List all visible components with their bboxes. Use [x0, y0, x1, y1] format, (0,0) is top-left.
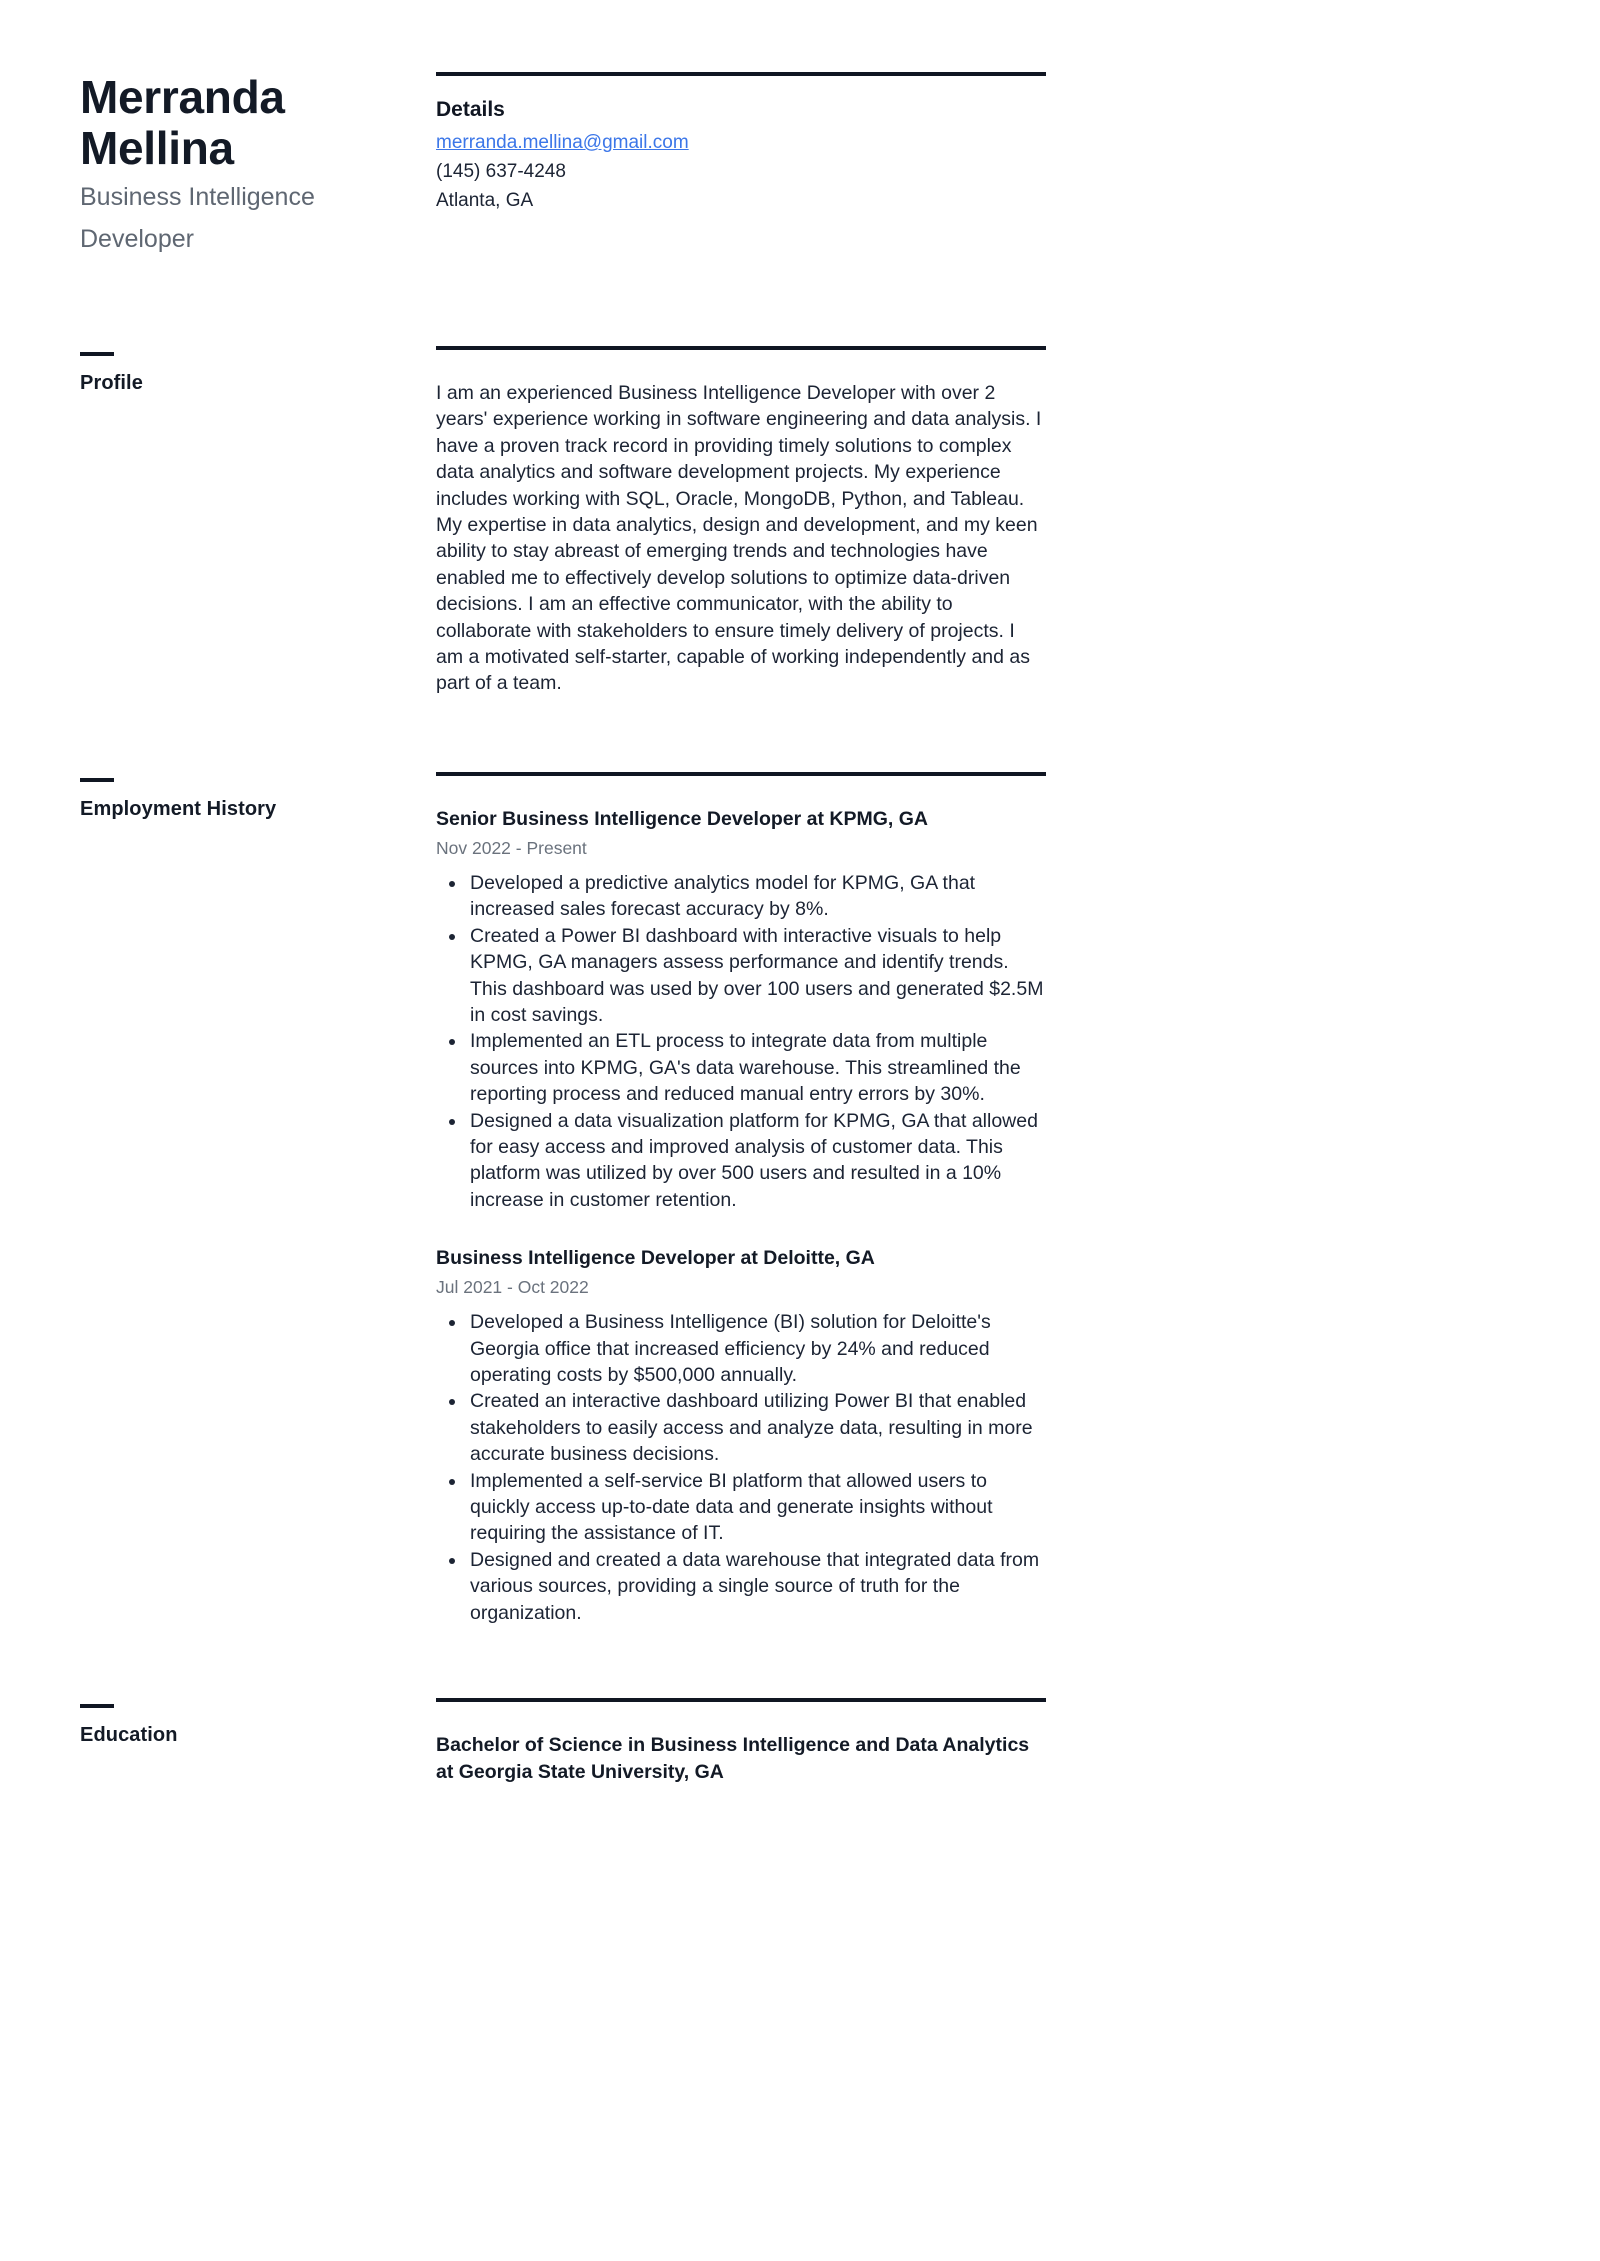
details-content — [436, 76, 1046, 215]
profile-paragraph: I am an experienced Business Intelligence Developer with over 2 years' experience working in software engineering and data analysis. I have a proven track record in providing timely solutions to complex data analytics and software development projects. My experience includes working with SQL, Oracle, MongoDB, Python, and Tableau. My expertise in data analytics, design and development, and my keen ability to stay abreast of emerging trends and technologies have enabled me to effectively develop solutions to optimize data-driven decisions. I am an effective communicator, with the ability to collaborate with stakeholders to ensure timely delivery of projects. I am a motivated self-starter, capable of working independently and as part of a team. — [436, 382, 1042, 695]
education-section — [0, 1698, 1120, 1786]
details-phone: (145) 637-4248 — [436, 161, 566, 182]
spacer-education-rule — [436, 1702, 1046, 1732]
email-link[interactable]: merranda.mellina@gmail.com — [436, 132, 689, 153]
page-title: Merranda Mellina — [80, 71, 285, 174]
job-bullet: Created a Power BI dashboard with interactive visuals to help KPMG, GA managers assess performance and identify trends. This dashboard was used by over 100 users and generated $2.5M in cost savings. — [470, 923, 1046, 1029]
section-label-employment: Employment History — [80, 797, 277, 820]
spacer-employment — [0, 1626, 1120, 1698]
spacer-header — [0, 260, 1120, 346]
job-bullet: Developed a Business Intelligence (BI) solution for Deloitte's Georgia office that increased efficiency by 24% and reduced operating costs by $500,000 annually. — [470, 1309, 1046, 1388]
job-bullet-list — [436, 870, 1046, 1213]
employment-section — [0, 772, 1120, 1626]
education-list — [436, 1732, 1046, 1786]
profile-label-group — [80, 346, 436, 396]
section-label-profile: Profile — [80, 372, 143, 394]
details-section — [436, 72, 1046, 215]
job-title: Business Intelligence Developer at Deloitte, GA — [436, 1247, 875, 1270]
job-bullet-list — [436, 1309, 1046, 1626]
header-identity — [80, 72, 436, 260]
job-list — [436, 806, 1046, 1626]
job-bullet: Designed and created a data warehouse that integrated data from various sources, providing a single source of truth for the organization. — [470, 1547, 1046, 1626]
profile-content — [436, 346, 1046, 697]
education-label-group — [80, 1698, 436, 1748]
job-entry — [436, 1245, 1046, 1626]
education-entry-title: Bachelor of Science in Business Intelligence and Data Analytics at Georgia State University, GA — [436, 1734, 1030, 1784]
job-entry — [436, 806, 1046, 1213]
job-bullet: Implemented a self-service BI platform that allowed users to quickly access up-to-date data and generate insights without requiring the assistance of IT. — [470, 1468, 1046, 1547]
job-bullet: Implemented an ETL process to integrate data from multiple sources into KPMG, GA's data warehouse. This streamlined the reporting process and reduced manual entry errors by 30%. — [470, 1028, 1046, 1107]
job-title: Senior Business Intelligence Developer at KPMG, GA — [436, 807, 928, 830]
employment-label-group — [80, 772, 436, 822]
job-dates: Nov 2022 - Present — [436, 837, 587, 858]
job-bullet: Designed a data visualization platform for KPMG, GA that allowed for easy access and improved analysis of customer data. This platform was utilized by over 500 users and resulted in a 10% increase in customer retention. — [470, 1108, 1046, 1214]
details-email-row — [436, 128, 1046, 157]
profile-section — [0, 346, 1120, 697]
section-dash-icon — [80, 352, 114, 356]
header-job-title: Business Intelligence Developer — [80, 183, 315, 253]
section-dash-icon — [80, 778, 114, 782]
job-bullet: Developed a predictive analytics model for KPMG, GA that increased sales forecast accuracy by 8%. — [470, 870, 1046, 923]
details-location: Atlanta, GA — [436, 190, 534, 211]
spacer-employment-rule — [436, 776, 1046, 806]
education-content — [436, 1698, 1046, 1786]
section-label-education: Education — [80, 1724, 178, 1747]
spacer-profile-rule — [436, 350, 1046, 380]
job-bullet: Created an interactive dashboard utilizing Power BI that enabled stakeholders to easily access and analyze data, resulting in more accurate business decisions. — [470, 1388, 1046, 1467]
header-section — [0, 0, 1120, 260]
section-dash-icon — [80, 1704, 114, 1708]
job-dates: Jul 2021 - Oct 2022 — [436, 1277, 589, 1298]
employment-content — [436, 772, 1046, 1626]
spacer-profile — [0, 697, 1120, 772]
details-heading: Details — [436, 98, 505, 121]
